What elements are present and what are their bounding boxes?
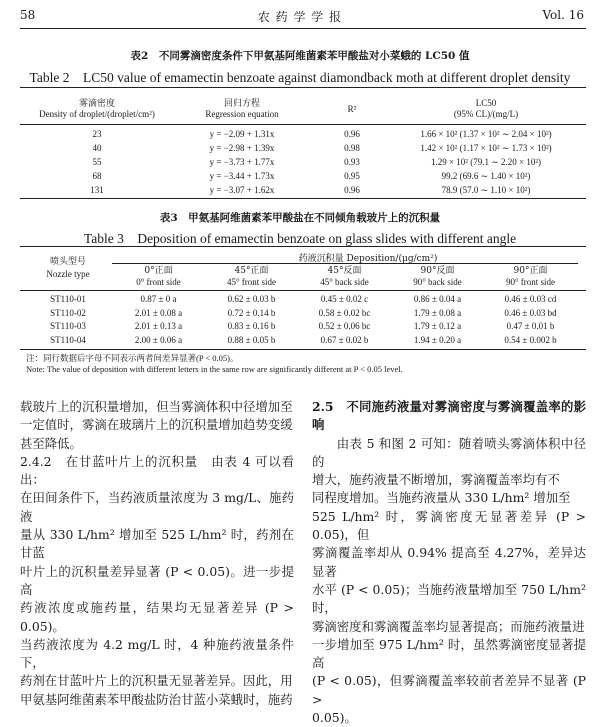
table2-cell-equation: y = −3.44 + 1.73x xyxy=(209,171,275,181)
table3-value-cell: 0.72 ± 0.14 b xyxy=(227,307,276,318)
table2-cell-density: 55 xyxy=(92,157,102,167)
table3-angle-header: 90°正面 90° front side xyxy=(505,266,556,287)
table2-caption-cn: 表2 不同雾滴密度条件下甲氨基阿维菌素苯甲酸盐对小菜蛾的 LC50 值 xyxy=(130,50,470,62)
text-line: 0.05)。 xyxy=(312,710,357,726)
table3-value-cell: 0.58 ± 0.02 bc xyxy=(318,307,371,318)
text-line: 由表 5 和图 2 可知：随着喷头雾滴体积中径的 xyxy=(312,435,586,469)
table3-value-cell: 2.00 ± 0.06 a xyxy=(134,334,183,345)
text-line: 叶片上的沉积量差异显著 (P < 0.05)。进一步提高 xyxy=(20,563,294,597)
table3-angle-header: 45°正面 45° front side xyxy=(226,266,277,287)
table3-value-cell: 2.01 ± 0.13 a xyxy=(134,321,183,331)
table3-value-cell: 0.83 ± 0.16 b xyxy=(227,321,276,331)
table3-note-en: Note: The value of deposition with different letters in the same row are significantly different at P < 0.05 level. xyxy=(26,364,403,374)
table2-cell-equation: y = −2.09 + 1.31x xyxy=(209,129,275,139)
table2-header-equation: 回归方程 Regression equation xyxy=(205,98,279,119)
table3-value-cell: 0.86 ± 0.04 a xyxy=(413,294,462,304)
table3-note-cn: 注：同行数据后字母不同表示两者间差异显著(P < 0.05)。 xyxy=(26,353,239,363)
table3-value-cell: 2.01 ± 0.08 a xyxy=(134,307,183,318)
text-line: 量从 330 L/hm² 增加至 525 L/hm² 时，药剂在甘蓝 xyxy=(20,527,294,561)
text-line: 载玻片上的沉积量增加，但当雾滴体积中径增加至 xyxy=(20,399,293,414)
table3-nozzle-cell: ST110-01 xyxy=(50,294,86,304)
text-line: 2.4.2 在甘蓝叶片上的沉积量 由表 4 可以看出： xyxy=(20,453,294,488)
table2-top-rule xyxy=(20,87,586,88)
table-row xyxy=(22,169,580,183)
text-line: 同程度增加。当施药液量从 330 L/hm² 增加至 xyxy=(312,490,571,506)
text-line: 增大，施药液量不断增加，雾滴覆盖率均有不 xyxy=(312,472,560,488)
table3-angle-header: 90°反面 90° back side xyxy=(413,266,462,287)
table2-cell-density: 68 xyxy=(92,171,102,181)
table3-value-cell: 0.46 ± 0.03 bd xyxy=(504,307,557,318)
text-line: 甚至降低。 xyxy=(20,435,82,451)
table2-cell-density: 131 xyxy=(90,185,104,195)
table2-cell-density: 23 xyxy=(92,129,102,139)
table-row xyxy=(22,183,580,197)
table3-value-cell: 0.67 ± 0.02 b xyxy=(320,334,369,345)
table3-caption-en: Table 3 Deposition of emamectin benzoate on glass slides with different angle xyxy=(83,231,517,246)
table3-value-cell: 0.47 ± 0.01 b xyxy=(506,321,555,331)
table3-bottom-rule xyxy=(20,349,586,350)
table2-cell-lc50: 1.66 × 10² (1.37 × 10² ∼ 2.04 × 10²) xyxy=(420,129,552,139)
table2-cell-lc50: 1.42 × 10² (1.17 × 10² ∼ 1.73 × 10²) xyxy=(420,143,552,153)
table3-value-cell: 0.88 ± 0.05 b xyxy=(227,334,276,345)
table3-value-cell: 0.52 ± 0.06 bc xyxy=(318,321,371,331)
table2-header-density: 雾滴密度 Density of droplet/(droplet/cm²) xyxy=(39,98,155,119)
table2-cell-r2: 0.98 xyxy=(344,143,360,153)
table3-value-cell: 1.94 ± 0.20 a xyxy=(413,334,462,345)
table2-cell-lc50: 1.29 × 10² (79.1 ∼ 2.20 × 10²) xyxy=(430,157,542,167)
text-line: 雾滴密度和雾滴覆盖率均显著提高；而施药液量进 xyxy=(312,618,585,634)
table3-value-cell: 0.45 ± 0.02 c xyxy=(320,294,369,304)
text-line: 水平 (P < 0.05)；当施药液量增加至 750 L/hm² 时， xyxy=(312,581,586,616)
table3-header-nozzle: 喷头型号 Nozzle type xyxy=(46,257,90,279)
table-row xyxy=(22,127,580,141)
table-row xyxy=(22,155,580,169)
left-column xyxy=(20,398,294,709)
table3-header-rule xyxy=(20,290,586,291)
table2 xyxy=(22,91,580,197)
table3-group-header: 药液沉积量 Deposition/(μg/cm²) xyxy=(298,254,438,264)
table3-nozzle-cell: ST110-02 xyxy=(50,307,86,318)
table2-cell-equation: y = −3.73 + 1.77x xyxy=(209,157,275,167)
table2-header-r2: R² xyxy=(347,103,357,114)
table3-caption-cn: 表3 甲氨基阿维菌素苯甲酸盐在不同倾角载玻片上的沉积量 xyxy=(159,212,441,224)
journal-title: 农 药 学 学 报 xyxy=(257,10,343,24)
table3-value-cell: 0.62 ± 0.03 b xyxy=(227,294,276,304)
table2-cell-r2: 0.96 xyxy=(344,129,360,139)
table3-top-rule xyxy=(20,246,586,247)
text-line: 甲氨基阿维菌素苯甲酸盐防治甘蓝小菜蛾时，施药 xyxy=(20,691,293,707)
table2-cell-r2: 0.93 xyxy=(344,157,360,167)
table2-cell-r2: 0.95 xyxy=(344,171,360,181)
text-line: 在田间条件下，当药液质量浓度为 3 mg/L、施药液 xyxy=(20,490,294,524)
table3-value-cell: 0.87 ± 0 a xyxy=(140,294,177,304)
table2-cell-lc50: 99.2 (69.6 ∼ 1.40 × 10²) xyxy=(441,171,531,181)
table3-value-cell: 1.79 ± 0.08 a xyxy=(413,307,462,318)
table3-nozzle-cell: ST110-04 xyxy=(50,334,86,345)
table2-bottom-rule xyxy=(20,198,586,199)
table3-nozzle-cell: ST110-03 xyxy=(50,321,86,331)
table2-cell-r2: 0.96 xyxy=(344,185,360,195)
header-rule xyxy=(20,28,586,29)
text-line: 525 L/hm² 时，雾滴密度无显著差异 (P > 0.05)，但 xyxy=(312,508,586,543)
table2-cell-equation: y = −2.98 + 1.39x xyxy=(209,143,275,153)
table2-cell-equation: y = −3.07 + 1.62x xyxy=(209,185,275,195)
table3-value-cell: 1.79 ± 0.12 a xyxy=(413,321,462,331)
table3-angle-header: 0°正面 0° front side xyxy=(136,266,181,287)
table2-header-lc50: LC50 (95% CL)/(mg/L) xyxy=(453,98,519,119)
text-line: 当药液浓度为 4.2 mg/L 时，4 种施药液量条件下， xyxy=(20,636,294,671)
table-row xyxy=(22,141,580,155)
table3-group-rule xyxy=(112,263,578,264)
table3-value-cell: 0.54 ± 0.002 b xyxy=(504,334,557,345)
text-line: 一步增加至 975 L/hm² 时，虽然雾滴密度显著提高 xyxy=(312,636,586,671)
table2-cell-lc50: 78.9 (57.0 ∼ 1.10 × 10²) xyxy=(441,185,531,195)
volume-label: Vol. 16 xyxy=(542,8,584,22)
text-line: (P < 0.05)，但雾滴覆盖率较前者差异不显著 (P > xyxy=(312,673,586,707)
text-line: 雾滴覆盖率却从 0.94% 提高至 4.27%，差异达显著 xyxy=(312,545,586,579)
table2-header-rule xyxy=(20,124,586,125)
table2-cell-density: 40 xyxy=(92,143,102,153)
table2-caption-en: Table 2 LC50 value of emamectin benzoate against diamondback moth at different droplet density xyxy=(29,70,571,85)
table3-value-cell: 0.46 ± 0.03 cd xyxy=(504,294,557,304)
section-heading: 2.5 不同施药液量对雾滴密度与雾滴覆盖率的影响 xyxy=(312,399,586,433)
text-line: 药液浓度或施药量，结果均无显著差异 (P > 0.05)。 xyxy=(20,600,294,634)
text-line: 一定值时，雾滴在玻璃片上的沉积量增加趋势变缓 xyxy=(20,417,293,433)
text-line: 药剂在甘蓝叶片上的沉积量无显著差异。因此，用 xyxy=(20,673,293,689)
page-number: 58 xyxy=(20,8,36,22)
right-column xyxy=(312,398,586,727)
table3-angle-header: 45°反面 45° back side xyxy=(320,266,369,287)
